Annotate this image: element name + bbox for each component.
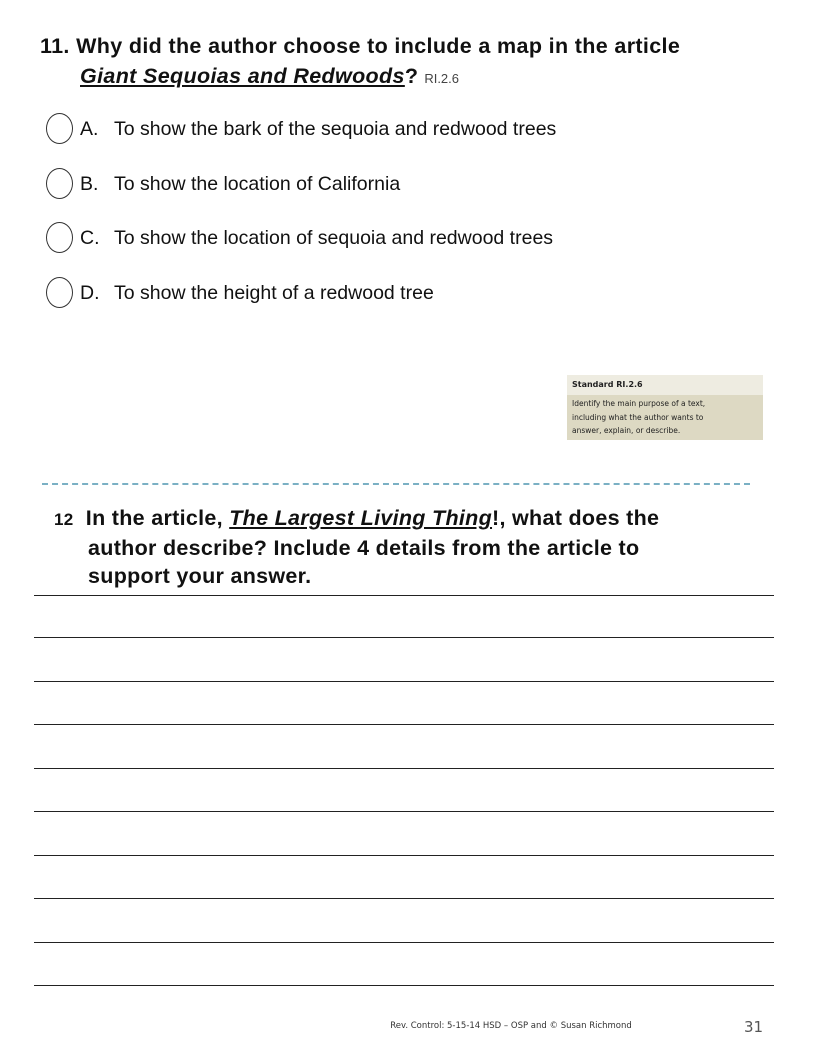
article-title-giant-sequoias: Giant Sequoias and Redwoods [80, 64, 405, 88]
question-12-text [54, 504, 754, 590]
option-letter: D. [80, 282, 100, 304]
option-text: To show the location of California [114, 173, 401, 195]
radio-circle-icon[interactable] [46, 277, 73, 308]
answer-line[interactable] [34, 985, 774, 986]
question-mark: ? [404, 64, 419, 88]
answer-line[interactable] [34, 811, 774, 812]
answer-line[interactable] [34, 595, 774, 596]
question-12-line2: author describe? Include 4 details from the article to [88, 536, 640, 560]
answer-line[interactable] [34, 637, 774, 638]
question-11-line1: 11. Why did the author choose to include a map in the article [40, 34, 681, 58]
answer-line[interactable] [34, 724, 774, 725]
page-number: 31 [744, 1018, 764, 1036]
option-letter: C. [80, 227, 100, 249]
answer-line[interactable] [34, 942, 774, 943]
standard-box-description [567, 395, 763, 438]
question-12-after-title: !, what does the [492, 506, 660, 530]
answer-line[interactable] [34, 855, 774, 856]
standard-line: answer, explain, or describe. [572, 426, 681, 435]
answer-line[interactable] [34, 768, 774, 769]
standard-box-title: Standard RI.2.6 [567, 375, 763, 395]
question-11-line2 [80, 64, 459, 89]
footer-revision-control: Rev. Control: 5-15-14 HSD – OSP and © Susan Richmond [390, 1021, 632, 1031]
option-letter: B. [80, 173, 99, 195]
option-a[interactable] [46, 113, 666, 147]
option-text: To show the bark of the sequoia and redwood trees [114, 118, 557, 140]
option-c[interactable] [46, 222, 666, 256]
standard-tag: RI.2.6 [424, 71, 459, 86]
radio-circle-icon[interactable] [46, 168, 73, 199]
question-11-text [40, 34, 780, 59]
standard-box [567, 375, 763, 440]
option-letter: A. [80, 118, 99, 140]
question-12-number: 12 [54, 510, 74, 529]
option-b[interactable] [46, 168, 666, 202]
dashed-divider [42, 483, 750, 485]
article-title-largest-living-thing: The Largest Living Thing [229, 506, 493, 530]
radio-circle-icon[interactable] [46, 222, 73, 253]
option-d[interactable] [46, 277, 666, 311]
standard-line: including what the author wants to [572, 412, 704, 422]
option-text: To show the height of a redwood tree [114, 282, 434, 304]
question-12-line3: support your answer. [88, 564, 312, 588]
option-text: To show the location of sequoia and redwood trees [114, 227, 554, 249]
answer-line[interactable] [34, 681, 774, 682]
radio-circle-icon[interactable] [46, 113, 73, 144]
question-12-prefix: In the article, [85, 506, 223, 530]
standard-line: Identify the main purpose of a text, [572, 399, 706, 408]
answer-line[interactable] [34, 898, 774, 899]
